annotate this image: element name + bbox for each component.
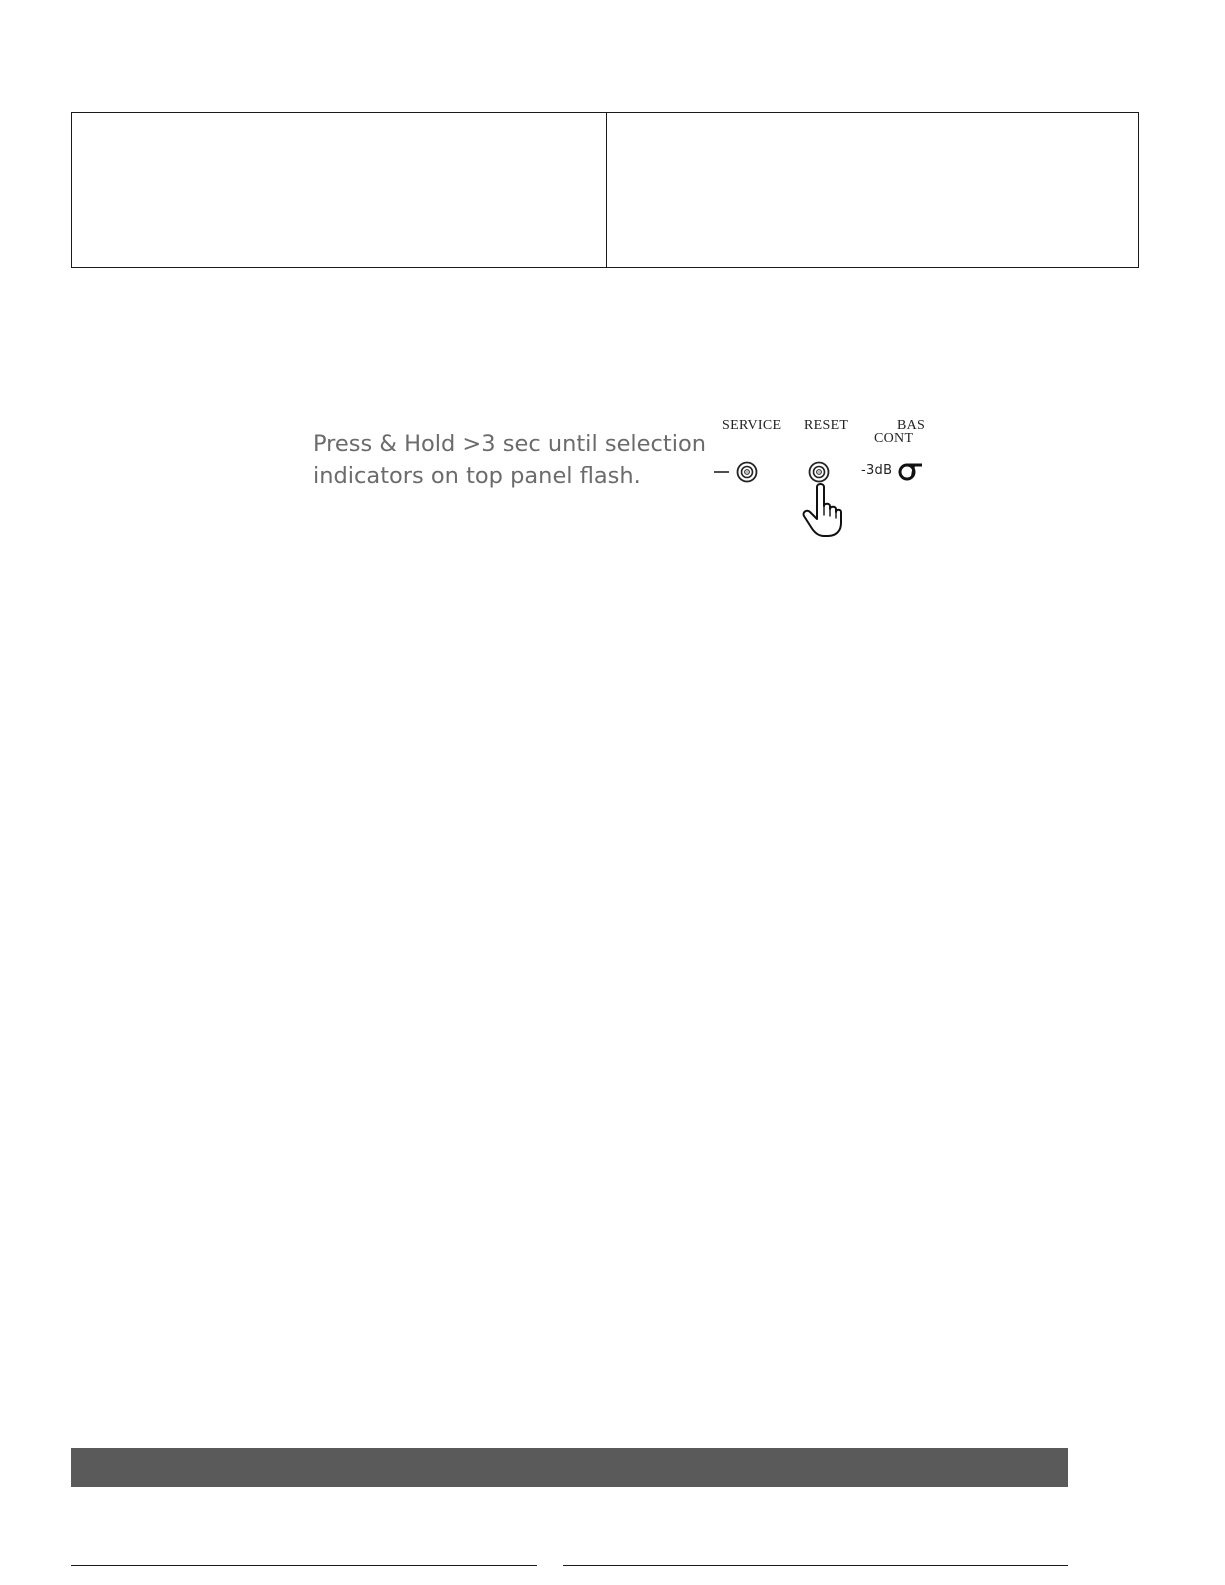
bass-knob-icon (900, 465, 922, 479)
header-table-cell-right (607, 113, 1138, 267)
bass-label-line2: CONT (874, 431, 914, 446)
bass-label-line1: BAS (897, 418, 926, 433)
instruction-line-1: Press & Hold >3 sec until selection (313, 431, 706, 457)
pointing-hand-icon (804, 484, 841, 536)
reset-button-icon[interactable] (810, 463, 829, 482)
instruction-line-2: indicators on top panel flash. (313, 463, 641, 489)
reset-instruction (313, 428, 706, 492)
rear-panel-illustration (700, 405, 926, 545)
bass-value-label: -3dB (861, 463, 893, 478)
service-jack-icon (714, 463, 757, 482)
footer-rule-left (71, 1565, 537, 1566)
panel-drawing (700, 405, 920, 545)
header-table (71, 112, 1139, 268)
header-table-cell-left (72, 113, 607, 267)
service-label: SERVICE (722, 418, 782, 433)
reset-label: RESET (804, 418, 849, 433)
footer-bar (71, 1448, 1068, 1487)
footer-rule-right (563, 1565, 1068, 1566)
